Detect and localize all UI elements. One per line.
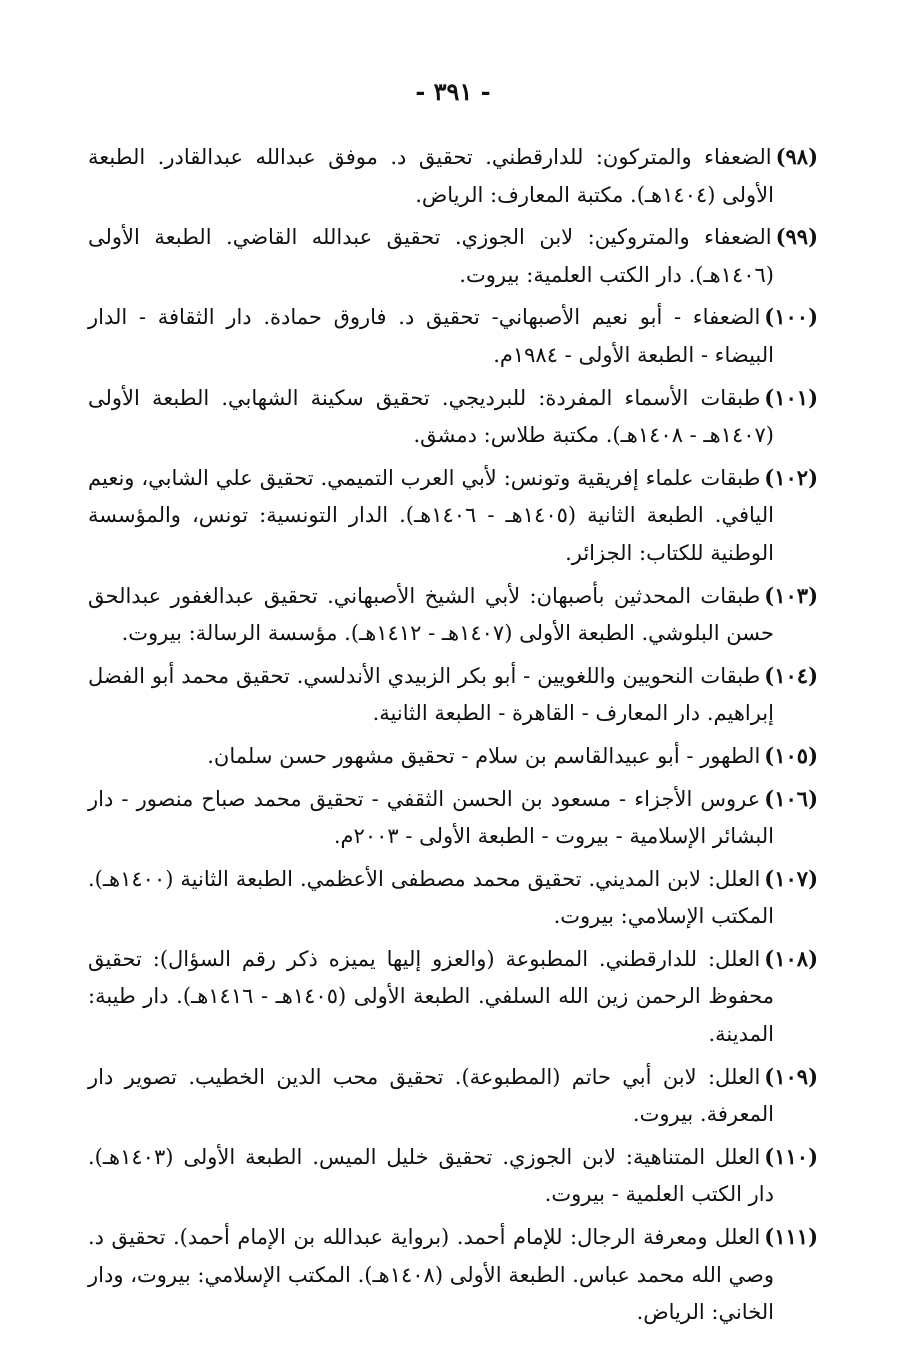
bibliography-entry [88, 1138, 818, 1214]
bibliography-entry [88, 218, 818, 294]
entry-number: (١٠٧) [764, 865, 818, 891]
entry-number: (١٠٠) [764, 304, 818, 330]
document-page [88, 72, 818, 1336]
bibliography-entry [88, 860, 818, 936]
entry-number: (١٠٦) [764, 785, 818, 811]
bibliography-entry [88, 657, 818, 733]
entry-number: (١١٠) [764, 1143, 818, 1169]
bibliography-entry [88, 298, 818, 374]
entry-number: (١٠١) [764, 384, 818, 410]
bibliography-entry [88, 459, 818, 573]
entry-text: الضعفاء والمتركون: للدارقطني. تحقيق د. موفق عبدالله عبدالقادر. الطبعة الأولى (١٤٠٤هـ). مكتبة المعارف: الرياض. [88, 145, 774, 207]
bibliography-entry [88, 1058, 818, 1134]
entry-number: (١٠٩) [764, 1063, 818, 1089]
entry-text: العلل المتناهية: لابن الجوزي. تحقيق خليل الميس. الطبعة الأولى (١٤٠٣هـ). دار الكتب العلمية - بيروت. [88, 1144, 774, 1207]
entry-text: طبقات الأسماء المفردة: للبرديجي. تحقيق سكينة الشهابي. الطبعة الأولى (١٤٠٧هـ - ١٤٠٨هـ). مكتبة طلاس: دمشق. [88, 385, 774, 448]
bibliography-entry [88, 577, 818, 653]
entry-number: (١١١) [764, 1224, 818, 1250]
entry-number: (٩٩) [775, 224, 818, 250]
bibliography-entry [88, 1218, 818, 1332]
page-number: - ٣٩١ - [415, 77, 491, 106]
bibliography-entry [88, 379, 818, 455]
entry-text: العلل: لابن أبي حاتم (المطبوعة). تحقيق محب الدين الخطيب. تصوير دار المعرفة. بيروت. [88, 1064, 774, 1127]
entry-text: الضعفاء - أبو نعيم الأصبهاني- تحقيق د. فاروق حمادة. دار الثقافة - الدار البيضاء - الطبعة الأولى - ١٩٨٤م. [88, 305, 774, 367]
bibliography-entry [88, 737, 818, 776]
entry-text: الطهور - أبو عبيدالقاسم بن سلام - تحقيق مشهور حسن سلمان. [207, 743, 761, 768]
bibliography-entry [88, 940, 818, 1054]
entry-text: العلل: للدارقطني. المطبوعة (والعزو إليها يميزه ذكر رقم السؤال): تحقيق محفوظ الرحمن زين الله السلفي. الطبعة الأولى (١٤٠٥هـ - ١٤١٦هـ). دار طيبة: المدينة. [88, 946, 774, 1047]
entry-text: طبقات علماء إفريقية وتونس: لأبي العرب التميمي. تحقيق علي الشابي، ونعيم اليافي. الطبعة الثانية (١٤٠٥هـ - ١٤٠٦هـ). الدار التونسية: تونس، والمؤسسة الوطنية للكتاب: الجزائر. [88, 465, 774, 565]
entry-number: (١٠٤) [764, 662, 818, 688]
entry-text: العلل: لابن المديني. تحقيق محمد مصطفى الأعظمي. الطبعة الثانية (١٤٠٠هـ). المكتب الإسلامي: بيروت. [88, 866, 774, 929]
entry-text: العلل ومعرفة الرجال: للإمام أحمد. (برواية عبدالله بن الإمام أحمد). تحقيق د. وصي الله محمد عباس. الطبعة الأولى (١٤٠٨هـ). المكتب الإسلامي: بيروت، ودار الخاني: الرياض. [88, 1225, 774, 1325]
bibliography-entry [88, 138, 818, 214]
entry-number: (٩٨) [775, 144, 818, 169]
entry-number: (١٠٥) [764, 742, 818, 768]
entry-text: عروس الأجزاء - مسعود بن الحسن الثقفي - تحقيق محمد صباح منصور - دار البشائر الإسلامية - بيروت - الطبعة الأولى - ٢٠٠٣م. [88, 786, 774, 849]
entry-text: طبقات النحويين واللغويين - أبو بكر الزبيدي الأندلسي. تحقيق محمد أبو الفضل إبراهيم. دار المعارف - القاهرة - الطبعة الثانية. [88, 663, 774, 726]
entry-number: (١٠٢) [764, 464, 818, 490]
bibliography-entry [88, 780, 818, 856]
entry-number: (١٠٨) [764, 945, 818, 971]
entry-text: الضعفاء والمتروكين: لابن الجوزي. تحقيق عبدالله القاضي. الطبعة الأولى (١٤٠٦هـ). دار الكتب العلمية: بيروت. [88, 225, 774, 287]
bibliography-list [88, 138, 818, 1332]
entry-number: (١٠٣) [764, 582, 818, 608]
entry-text: طبقات المحدثين بأصبهان: لأبي الشيخ الأصبهاني. تحقيق عبدالغفور عبدالحق حسن البلوشي. الطبعة الأولى (١٤٠٧هـ - ١٤١٢هـ). مؤسسة الرسالة: بيروت. [88, 583, 774, 646]
